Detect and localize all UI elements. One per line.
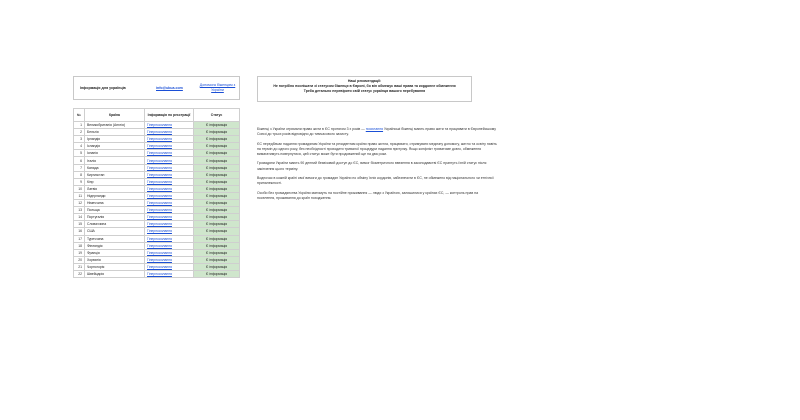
row-registration-link[interactable]: Гіперпосилання <box>145 157 194 164</box>
row-country: Іспанія <box>85 150 145 157</box>
row-status: Є інформація <box>194 192 240 199</box>
row-number: 21 <box>74 263 85 270</box>
table-row <box>74 157 240 164</box>
table-row <box>74 270 240 277</box>
row-registration-link[interactable]: Гіперпосилання <box>145 185 194 192</box>
row-country: Німеччина <box>85 200 145 207</box>
info-header <box>73 76 240 100</box>
countries-table <box>73 108 240 278</box>
col-registration-info: Інформація по реєстрації <box>145 109 194 122</box>
row-number: 1 <box>74 122 85 129</box>
table-row <box>74 235 240 242</box>
table-row <box>74 200 240 207</box>
row-registration-link[interactable]: Гіперпосилання <box>145 136 194 143</box>
row-number: 2 <box>74 129 85 136</box>
notes-paragraph-1 <box>257 127 497 137</box>
row-registration-link[interactable]: Гіперпосилання <box>145 263 194 270</box>
row-country: Ісландія <box>85 143 145 150</box>
row-status: Є інформація <box>194 171 240 178</box>
table-row <box>74 185 240 192</box>
row-number: 18 <box>74 242 85 249</box>
row-registration-link[interactable]: Гіперпосилання <box>145 150 194 157</box>
row-status: Є інформація <box>194 228 240 235</box>
row-number: 17 <box>74 235 85 242</box>
row-country: Латвія <box>85 185 145 192</box>
row-country: Франція <box>85 249 145 256</box>
table-row <box>74 256 240 263</box>
recommendations-line-1: Не потрібно поспішати зі статусом біженця в Європі, бо він обмежує вашi права та кордонне обмеження <box>273 83 456 88</box>
row-registration-link[interactable]: Гіперпосилання <box>145 200 194 207</box>
table-body <box>74 122 240 278</box>
row-country: Кіпр <box>85 178 145 185</box>
info-label: Інформація для українців <box>80 86 126 90</box>
row-country: Нідерланди <box>85 192 145 199</box>
row-status: Є інформація <box>194 136 240 143</box>
recommendations-line-2: Треба детально перевірити свій статус українця вашого перебування <box>303 88 426 93</box>
notes-p1-text: Біженці з України отримали право жити в ЄС протягом 3 х років — <box>257 127 365 131</box>
row-number: 15 <box>74 221 85 228</box>
row-country: Ірландія <box>85 136 145 143</box>
table-row <box>74 122 240 129</box>
col-country: Країна <box>85 109 145 122</box>
row-country: Туреччина <box>85 235 145 242</box>
row-registration-link[interactable]: Гіперпосилання <box>145 270 194 277</box>
notes-p1-rest: Українські біженці мають право жити та працювати в Європейському Союзі до трьох років відповідно до тимчасового захисту. <box>257 127 496 137</box>
row-number: 3 <box>74 136 85 143</box>
notes-text <box>257 127 497 206</box>
table-row <box>74 129 240 136</box>
row-status: Є інформація <box>194 270 240 277</box>
row-country: США <box>85 228 145 235</box>
table-row <box>74 242 240 249</box>
row-registration-link[interactable]: Гіперпосилання <box>145 207 194 214</box>
row-status: Є інформація <box>194 214 240 221</box>
recommendations-title: Наші рекомендації: <box>347 79 382 83</box>
table-row <box>74 150 240 157</box>
row-number: 9 <box>74 178 85 185</box>
row-status: Є інформація <box>194 256 240 263</box>
row-registration-link[interactable]: Гіперпосилання <box>145 235 194 242</box>
row-country: Чорногорія <box>85 263 145 270</box>
row-registration-link[interactable]: Гіперпосилання <box>145 129 194 136</box>
row-country: Італія <box>85 157 145 164</box>
row-status: Є інформація <box>194 221 240 228</box>
row-country: Швейцарія <box>85 270 145 277</box>
table-row <box>74 207 240 214</box>
row-number: 19 <box>74 249 85 256</box>
row-number: 10 <box>74 185 85 192</box>
notes-paragraph-5: Особи без громадянства України матимуть на постійне проживання — люди з Україною, залишилися у країнах ЄС, — контроль прав на поселення, проживання до країн походження. <box>257 190 479 200</box>
table-row <box>74 192 240 199</box>
row-registration-link[interactable]: Гіперпосилання <box>145 143 194 150</box>
row-country: Киргизстан <box>85 171 145 178</box>
col-status: Статус <box>194 109 240 122</box>
row-registration-link[interactable]: Гіперпосилання <box>145 221 194 228</box>
row-status: Є інформація <box>194 242 240 249</box>
row-country: Хорватія <box>85 256 145 263</box>
notes-p1-link[interactable]: посилання <box>365 127 384 131</box>
row-number: 22 <box>74 270 85 277</box>
table-row <box>74 228 240 235</box>
row-number: 12 <box>74 200 85 207</box>
row-country: Португалія <box>85 214 145 221</box>
row-number: 13 <box>74 207 85 214</box>
table-row <box>74 263 240 270</box>
row-number: 20 <box>74 256 85 263</box>
row-status: Є інформація <box>194 157 240 164</box>
table-row <box>74 221 240 228</box>
row-registration-link[interactable]: Гіперпосилання <box>145 228 194 235</box>
col-number: № <box>74 109 85 122</box>
row-status: Є інформація <box>194 129 240 136</box>
row-registration-link[interactable]: Гіперпосилання <box>145 178 194 185</box>
row-status: Є інформація <box>194 249 240 256</box>
row-number: 4 <box>74 143 85 150</box>
row-status: Є інформація <box>194 178 240 185</box>
row-country: Великобританія (Англія) <box>85 122 145 129</box>
row-number: 14 <box>74 214 85 221</box>
row-number: 7 <box>74 164 85 171</box>
table-row <box>74 249 240 256</box>
row-country: Бельгія <box>85 129 145 136</box>
row-status: Є інформація <box>194 185 240 192</box>
table-row <box>74 178 240 185</box>
row-country: Фінляндія <box>85 242 145 249</box>
row-status: Є інформація <box>194 200 240 207</box>
row-status: Є інформація <box>194 150 240 157</box>
notes-paragraph-2: ЄС передбачає надання громадянам України та резидентам країни право житла, працювати, отримувати медичну допомогу, житло та освіту навіть на термін до одного року, без необхідності проходити тривалої процедури надання притулку. Якщо конфлікт триватиме довго, обмеження вимагатимуть повернутися, цей статус може бути продовжений ще на два роки. <box>257 141 497 156</box>
row-number: 11 <box>74 192 85 199</box>
row-registration-link[interactable]: Гіперпосилання <box>145 214 194 221</box>
row-country: Польща <box>85 207 145 214</box>
row-registration-link[interactable]: Гіперпосилання <box>145 242 194 249</box>
table-header-row <box>74 109 240 122</box>
row-registration-link[interactable]: Гіперпосилання <box>145 171 194 178</box>
table-row <box>74 143 240 150</box>
row-country: Канада <box>85 164 145 171</box>
row-registration-link[interactable]: Гіперпосилання <box>145 192 194 199</box>
row-status: Є інформація <box>194 207 240 214</box>
notes-paragraph-4: Водночас в кожній країні свої вимоги до громадян України по обміну їхніх кордонів, забезпечити в ЄС, не обмежено від національного чи етнічної приналежності. <box>257 176 494 186</box>
row-status: Є інформація <box>194 263 240 270</box>
row-status: Є інформація <box>194 164 240 171</box>
row-registration-link[interactable]: Гіперпосилання <box>145 249 194 256</box>
row-number: 8 <box>74 171 85 178</box>
row-registration-link[interactable]: Гіперпосилання <box>145 256 194 263</box>
table-row <box>74 164 240 171</box>
table-row <box>74 214 240 221</box>
row-registration-link[interactable]: Гіперпосилання <box>145 122 194 129</box>
row-number: 16 <box>74 228 85 235</box>
notes-paragraph-3: Громадяни України мають 90 денний безвізовий доступ до ЄС, вимог біометричного ввезення в законодавстві ЄС прагнуть їхній статус після закінчення цього терміну. <box>257 161 487 171</box>
row-status: Є інформація <box>194 143 240 150</box>
row-status: Є інформація <box>194 122 240 129</box>
refugee-help-link[interactable]: Допомога біженцям з України <box>199 83 236 92</box>
email-link[interactable]: info@ukua.com <box>156 86 183 90</box>
table-row <box>74 171 240 178</box>
row-number: 5 <box>74 150 85 157</box>
row-country: Словаччина <box>85 221 145 228</box>
row-number: 6 <box>74 157 85 164</box>
table-row <box>74 136 240 143</box>
row-status: Є інформація <box>194 235 240 242</box>
recommendations-box <box>257 76 472 102</box>
row-registration-link[interactable]: Гіперпосилання <box>145 164 194 171</box>
